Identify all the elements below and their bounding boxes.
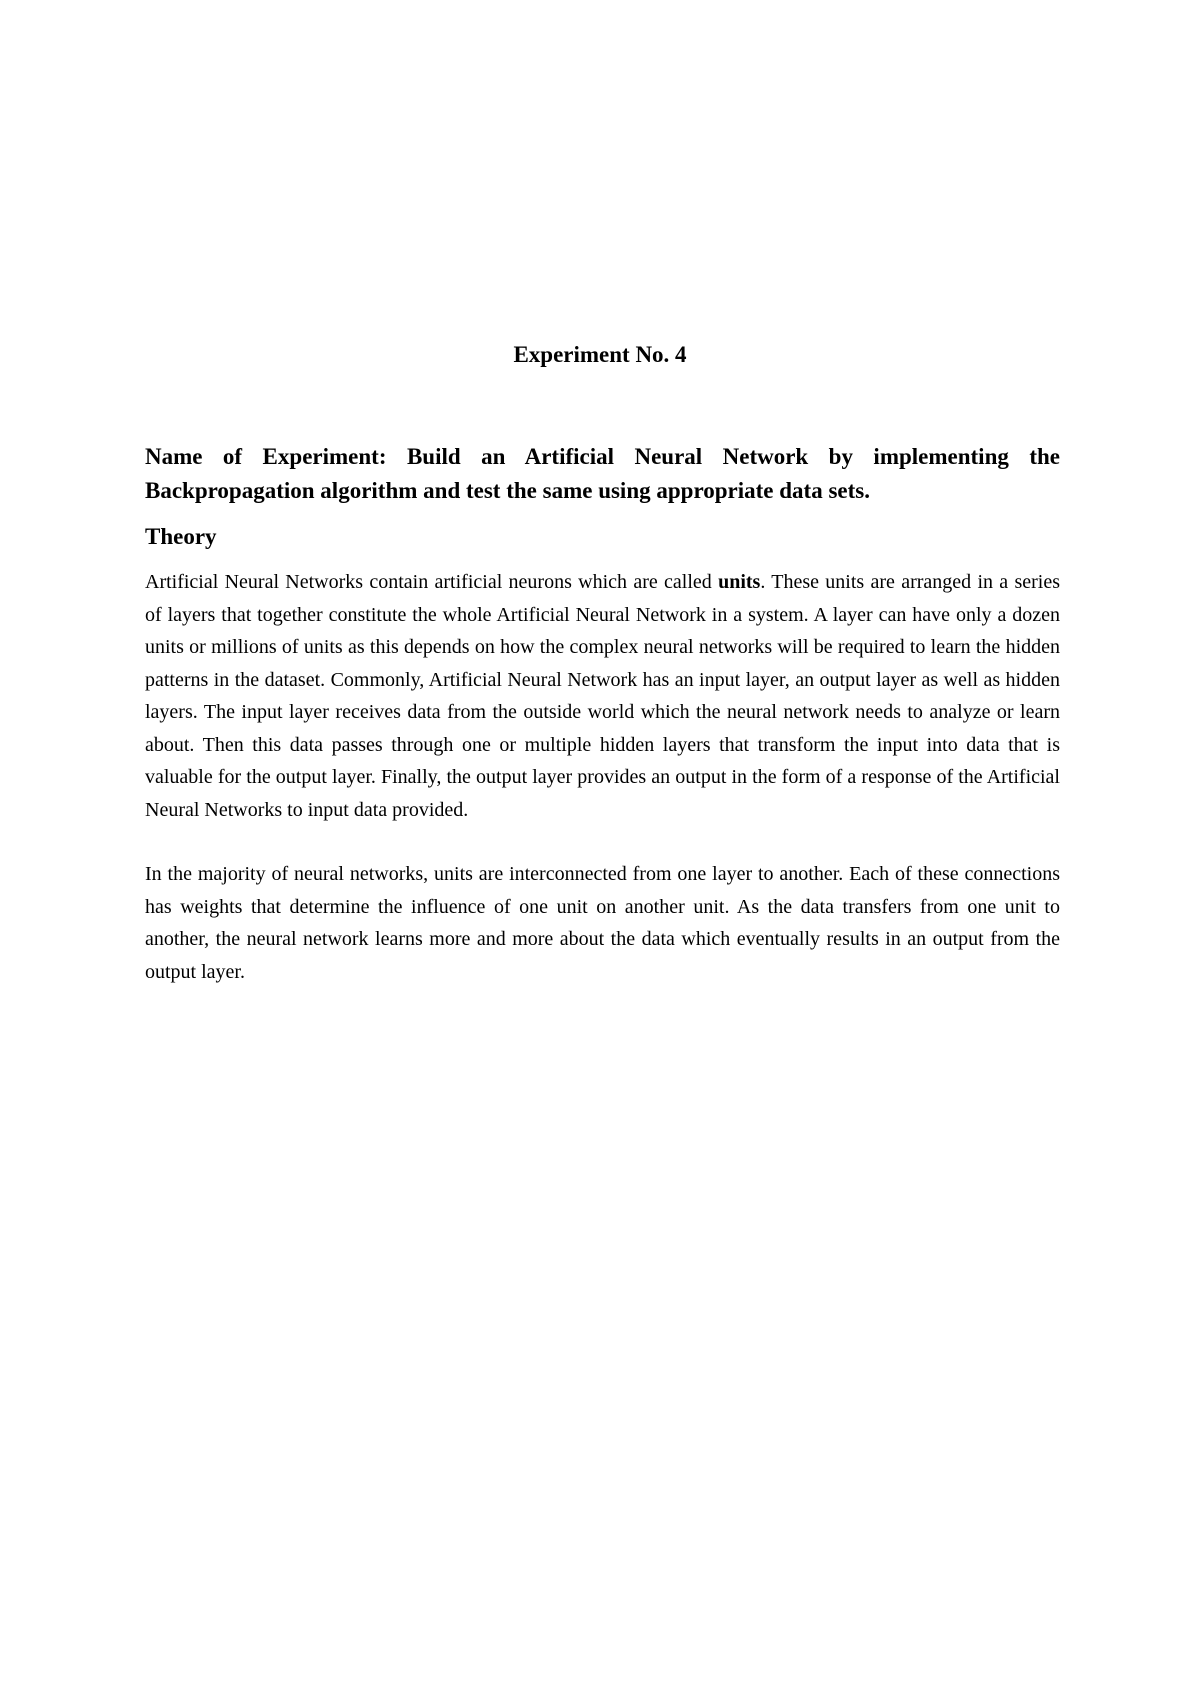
experiment-name-label: Name of Experiment xyxy=(145,444,379,469)
experiment-name xyxy=(145,440,1060,508)
page-title: Experiment No. 4 xyxy=(513,342,687,367)
theory-heading: Theory xyxy=(145,524,217,549)
units-emphasis: units xyxy=(718,571,761,593)
experiment-name-text: Build an Artificial Neural Network by implementing the Backpropagation algorithm and test the same using appropriate data sets. xyxy=(145,444,1060,503)
paragraph-1-text-start: Artificial Neural Networks contain artificial neurons which are called xyxy=(145,571,719,593)
theory-paragraph-1 xyxy=(145,566,1060,826)
paragraph-1-text-rest: . These units are arranged in a series of layers that together constitute the whole Artificial Neural Network in a system. A layer can have only a dozen units or millions of units as this depends on how the complex neural networks will be required to learn the hidden patterns in the dataset. Commonly, Artificial Neural Network has an input layer, an output layer as well as hidden layers. The input layer receives data from the outside world which the neural network needs to analyze or learn about. Then this data passes through one or multiple hidden layers that transform the input into data that is valuable for the output layer. Finally, the output layer provides an output in the form of a response of the Artificial Neural Networks to input data provided. xyxy=(145,571,1061,821)
experiment-name-separator: : xyxy=(378,444,407,469)
document-body xyxy=(145,440,1060,988)
theory-paragraph-2: In the majority of neural networks, units are interconnected from one layer to another. Each of these connections has weights that determine the influence of one unit on another unit. As the data transfers from one unit to another, the neural network learns more and more about the data which eventually results in an output from the output layer. xyxy=(145,863,1060,983)
